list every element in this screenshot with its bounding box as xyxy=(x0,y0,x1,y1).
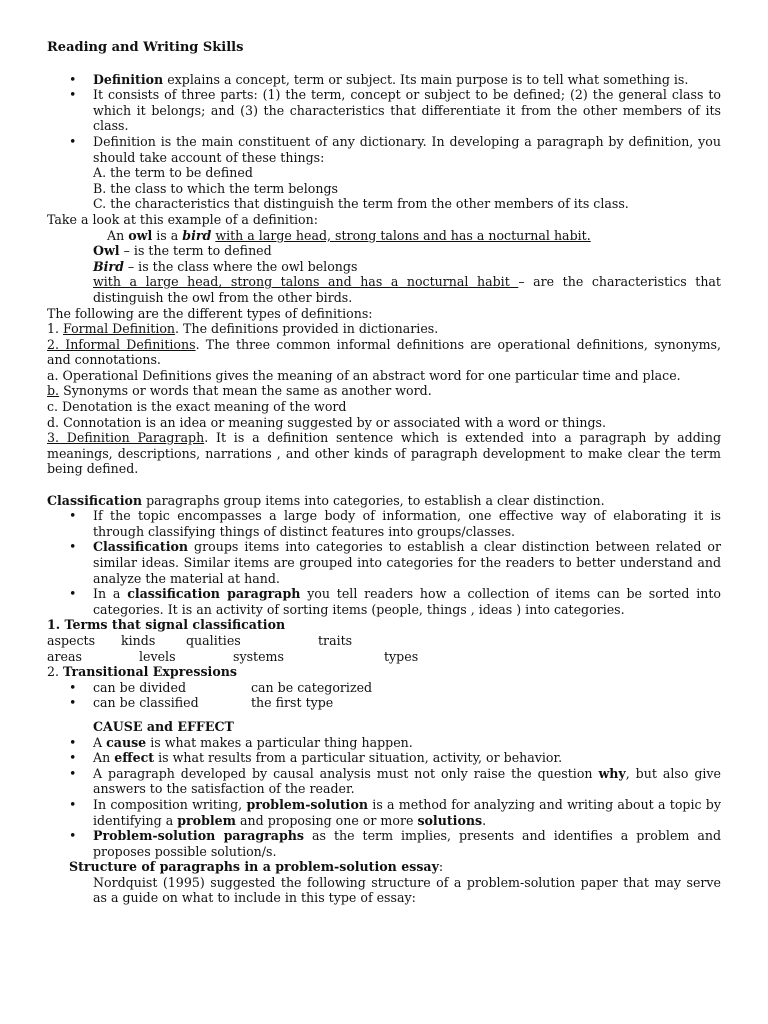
sub-item: B. the class to which the term belongs xyxy=(93,180,339,196)
list-item: • In a classification paragraph you tell readers how a collection of items can be sorted into categories. It is an activity of sorting items (people, things , ideas ) into categories. xyxy=(47,586,721,617)
list-item-text: explains a concept, term or subject. Its main purpose is to tell what something is. xyxy=(163,71,689,87)
type-formal: 1. Formal Definition. The definitions provided in dictionaries. xyxy=(47,321,439,337)
transitional-heading: 2. Transitional Expressions xyxy=(47,664,237,680)
example-sentence: An owl is a bird with a large head, strong talons and has a nocturnal habit. xyxy=(107,227,591,243)
types-intro: The following are the different types of definitions: xyxy=(47,305,373,321)
list-item: • A cause is what makes a particular thing happen. xyxy=(47,735,721,751)
list-item: • It consists of three parts: (1) the term, concept or subject to be defined; (2) the general class to which it belongs; and (3) the characteristics that differentiate it from the other members of its class. xyxy=(47,87,721,134)
list-item: • If the topic encompasses a large body of information, one effective way of elaborating it is through classifying things of distinct features into groups/classes. xyxy=(47,508,721,539)
list-item: • A paragraph developed by causal analysis must not only raise the question why, but also give answers to the satisfaction of the reader. xyxy=(47,766,721,797)
list-item: • Classification groups items into categories to establish a clear distinction between related or similar ideas. Similar items are grouped into categories for the readers to better understand and analyze the material at hand. xyxy=(47,539,721,586)
page-title: Reading and Writing Skills xyxy=(47,40,244,55)
structure-body: Nordquist (1995) suggested the following structure of a problem-solution paper that may serve as a guide on what to include in this type of essay: xyxy=(93,874,721,906)
section-heading: CAUSE and EFFECT xyxy=(93,718,234,734)
terms-heading: 1. Terms that signal classification xyxy=(47,617,286,633)
cause-effect-list xyxy=(47,735,721,860)
classification-list xyxy=(47,508,721,617)
transitional-list xyxy=(47,680,721,711)
list-item: • can be divided can be categorized xyxy=(47,680,721,696)
type-denotation: c. Denotation is the exact meaning of the word xyxy=(47,399,347,415)
type-informal: 2. Informal Definitions. The three common informal definitions are operational definitions, synonyms, and connotations. xyxy=(47,336,721,368)
list-item: • can be classified the first type xyxy=(47,695,721,711)
term-definition: Definition xyxy=(93,71,164,87)
example-term-line: Owl – is the term to defined xyxy=(93,243,272,259)
terms-row: areas levels systems types xyxy=(47,648,419,664)
example-intro: Take a look at this example of a definition: xyxy=(47,211,318,227)
type-synonyms: b. Synonyms or words that mean the same as another word. xyxy=(47,383,432,399)
list-item: • An effect is what results from a particular situation, activity, or behavior. xyxy=(47,750,721,766)
structure-heading: Structure of paragraphs in a problem-solution essay: xyxy=(69,859,444,875)
example-characteristics-line: with a large head, strong talons and has a nocturnal habit – are the characteristics that distinguish the owl from the other birds. xyxy=(93,274,721,305)
type-operational: a. Operational Definitions gives the meaning of an abstract word for one particular time and place. xyxy=(47,367,681,383)
list-item xyxy=(47,72,721,88)
sub-item: C. the characteristics that distinguish the term from the other members of its class. xyxy=(93,196,629,212)
definition-list xyxy=(47,72,721,166)
list-item: • In composition writing, problem-solution is a method for analyzing and writing about a topic by identifying a problem and proposing one or more solutions. xyxy=(47,797,721,828)
list-item: • Definition is the main constituent of any dictionary. In developing a paragraph by definition, you should take account of these things: xyxy=(47,134,721,165)
type-connotation: d. Connotation is an idea or meaning suggested by or associated with a word or things. xyxy=(47,414,606,430)
terms-row: aspects kinds qualities traits xyxy=(47,632,353,648)
classification-lead: Classification paragraphs group items into categories, to establish a clear distinction. xyxy=(47,492,605,508)
example-class-line: Bird – is the class where the owl belongs xyxy=(93,258,358,274)
sub-item: A. the term to be defined xyxy=(93,165,253,181)
type-definition-paragraph: 3. Definition Paragraph. It is a definition sentence which is extended into a paragraph by adding meanings, descriptions, narrations , and other kinds of paragraph development to make clear the term being defined. xyxy=(47,430,721,477)
list-item: • Problem-solution paragraphs as the term implies, presents and identifies a problem and proposes possible solution/s. xyxy=(47,828,721,859)
